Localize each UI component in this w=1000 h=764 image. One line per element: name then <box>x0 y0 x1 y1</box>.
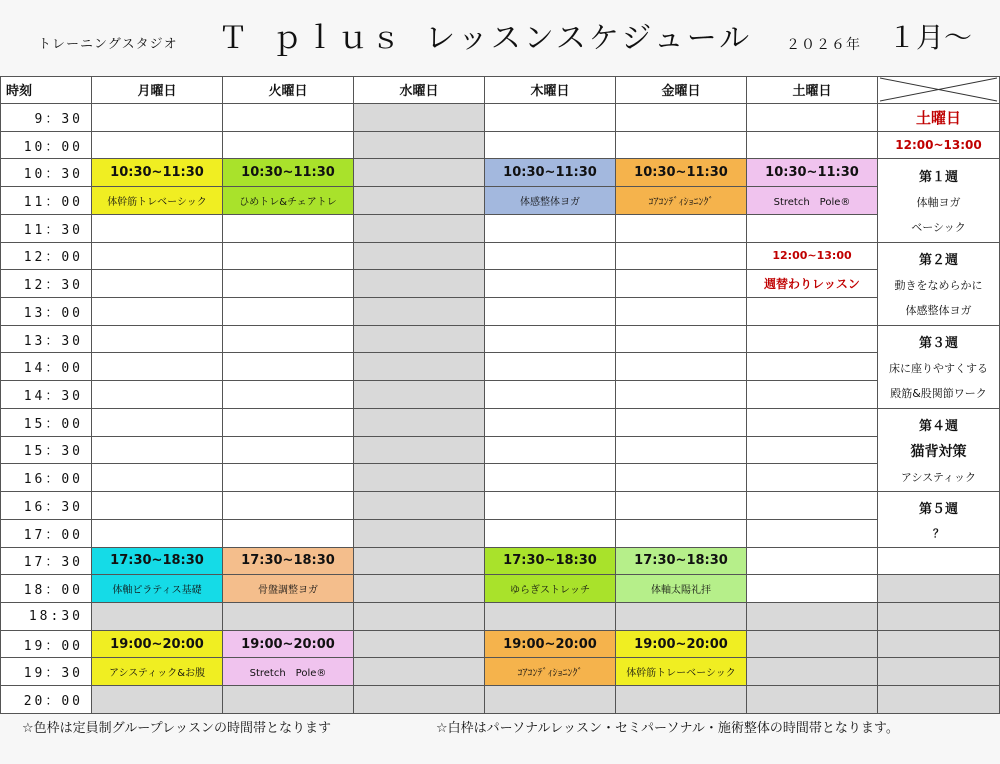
closed-slot <box>354 631 485 659</box>
closed-slot <box>354 298 485 326</box>
time-label: 14：00 <box>0 353 92 381</box>
open-slot <box>485 409 616 437</box>
time-label: 17：30 <box>0 548 92 576</box>
time-label: 10：30 <box>0 159 92 187</box>
footer-note-personal: ☆白枠はパーソナルレッスン・セミパーソナル・施術整体の時間帯となります。 <box>436 721 899 736</box>
open-slot <box>92 132 223 160</box>
side-panel-blank <box>878 575 1000 603</box>
open-slot <box>616 409 747 437</box>
open-slot <box>747 353 878 381</box>
closed-slot <box>354 215 485 243</box>
closed-slot <box>354 409 485 437</box>
open-slot <box>92 104 223 132</box>
special-lesson-name: 週替わりレッスン <box>747 270 878 298</box>
open-slot <box>223 437 354 465</box>
closed-slot <box>92 603 223 631</box>
open-slot <box>747 575 878 603</box>
lesson-time: 10:30~11:30 <box>616 159 747 187</box>
closed-slot <box>354 132 485 160</box>
week-block-4 <box>878 409 1000 492</box>
time-label: 19：30 <box>0 658 92 686</box>
week-block-5 <box>878 492 1000 547</box>
time-label: 16：30 <box>0 492 92 520</box>
open-slot <box>485 215 616 243</box>
crossed-header-cell <box>878 76 1000 104</box>
open-slot <box>747 381 878 409</box>
open-slot <box>616 353 747 381</box>
side-panel-blank <box>878 603 1000 631</box>
open-slot <box>747 409 878 437</box>
lesson-time: 17:30~18:30 <box>485 548 616 576</box>
open-slot <box>223 243 354 271</box>
lesson-time: 17:30~18:30 <box>223 548 354 576</box>
open-slot <box>92 326 223 354</box>
lesson-time: 10:30~11:30 <box>747 159 878 187</box>
open-slot <box>92 464 223 492</box>
closed-slot <box>354 243 485 271</box>
open-slot <box>616 215 747 243</box>
time-label: 18:30 <box>0 603 92 631</box>
open-slot <box>485 326 616 354</box>
closed-slot <box>354 464 485 492</box>
closed-slot <box>616 603 747 631</box>
open-slot <box>485 270 616 298</box>
day-header-2: 水曜日 <box>354 76 485 104</box>
closed-slot <box>223 603 354 631</box>
page-title: Ｔ ｐｌｕｓ レッスンスケジュール <box>218 21 753 56</box>
open-slot <box>485 132 616 160</box>
side-panel-blank <box>878 658 1000 686</box>
closed-slot <box>92 686 223 714</box>
time-label: 15：00 <box>0 409 92 437</box>
week-lesson-line: 猫背対策 <box>910 444 967 461</box>
closed-slot <box>616 686 747 714</box>
lesson-time: 19:00~20:00 <box>223 631 354 659</box>
open-slot <box>616 243 747 271</box>
open-slot <box>223 104 354 132</box>
open-slot <box>223 464 354 492</box>
closed-slot <box>354 658 485 686</box>
closed-slot <box>485 686 616 714</box>
lesson-name: アシスティック&お腹 <box>92 658 223 686</box>
time-column-header: 時刻 <box>0 76 92 104</box>
week-block-1 <box>878 159 1000 242</box>
closed-slot <box>354 575 485 603</box>
closed-slot <box>354 437 485 465</box>
lesson-name: Stretch Pole® <box>747 187 878 215</box>
schedule-month: １月～ <box>888 21 973 54</box>
time-label: 15：30 <box>0 437 92 465</box>
open-slot <box>92 298 223 326</box>
side-panel-blank <box>878 631 1000 659</box>
open-slot <box>616 298 747 326</box>
time-label: 12：30 <box>0 270 92 298</box>
open-slot <box>223 215 354 243</box>
time-label: 19：00 <box>0 631 92 659</box>
closed-slot <box>354 104 485 132</box>
week-label: 第５週 <box>918 501 958 517</box>
open-slot <box>747 326 878 354</box>
open-slot <box>747 298 878 326</box>
week-block-3 <box>878 326 1000 409</box>
open-slot <box>92 492 223 520</box>
lesson-time: 10:30~11:30 <box>92 159 223 187</box>
closed-slot <box>223 686 354 714</box>
open-slot <box>616 132 747 160</box>
open-slot <box>485 381 616 409</box>
side-panel-time: 12:00~13:00 <box>878 132 1000 160</box>
open-slot <box>485 353 616 381</box>
closed-slot <box>354 603 485 631</box>
open-slot <box>223 132 354 160</box>
day-header-5: 土曜日 <box>747 76 878 104</box>
side-panel-title: 土曜日 <box>878 104 1000 132</box>
lesson-time: 19:00~20:00 <box>616 631 747 659</box>
open-slot <box>747 492 878 520</box>
week-lesson-line: 体感整体ヨガ <box>905 304 972 318</box>
open-slot <box>223 270 354 298</box>
open-slot <box>92 353 223 381</box>
open-slot <box>223 409 354 437</box>
open-slot <box>92 270 223 298</box>
time-label: 17：00 <box>0 520 92 548</box>
time-label: 18：00 <box>0 575 92 603</box>
time-label: 13：00 <box>0 298 92 326</box>
closed-slot <box>354 686 485 714</box>
open-slot <box>92 520 223 548</box>
lesson-name: 体幹筋トレベーシック <box>92 187 223 215</box>
lesson-time: 10:30~11:30 <box>223 159 354 187</box>
lesson-name: 体軸ピラティス基礎 <box>92 575 223 603</box>
open-slot <box>485 464 616 492</box>
closed-slot <box>354 381 485 409</box>
day-header-4: 金曜日 <box>616 76 747 104</box>
lesson-name: Stretch Pole® <box>223 658 354 686</box>
lesson-name: 体感整体ヨガ <box>485 187 616 215</box>
side-panel-blank <box>878 686 1000 714</box>
open-slot <box>223 353 354 381</box>
open-slot <box>223 298 354 326</box>
open-slot <box>485 492 616 520</box>
side-panel-blank <box>878 548 1000 576</box>
lesson-name: ひめトレ&チェアトレ <box>223 187 354 215</box>
open-slot <box>747 548 878 576</box>
week-lesson-line: ベーシック <box>911 221 966 235</box>
day-header-0: 月曜日 <box>92 76 223 104</box>
lesson-name: 骨盤調整ヨガ <box>223 575 354 603</box>
week-lesson-line: 床に座りやすくする <box>889 362 988 376</box>
lesson-time: 17:30~18:30 <box>616 548 747 576</box>
time-label: 16：00 <box>0 464 92 492</box>
open-slot <box>616 270 747 298</box>
open-slot <box>616 520 747 548</box>
open-slot <box>747 104 878 132</box>
closed-slot <box>354 159 485 187</box>
open-slot <box>92 409 223 437</box>
week-label: 第１週 <box>918 169 958 185</box>
closed-slot <box>747 603 878 631</box>
day-header-1: 火曜日 <box>223 76 354 104</box>
open-slot <box>223 326 354 354</box>
week-block-2 <box>878 243 1000 326</box>
week-lesson-line: 体軸ヨガ <box>916 196 961 209</box>
open-slot <box>92 215 223 243</box>
open-slot <box>485 437 616 465</box>
open-slot <box>747 520 878 548</box>
open-slot <box>616 381 747 409</box>
open-slot <box>616 104 747 132</box>
lesson-time: 10:30~11:30 <box>485 159 616 187</box>
open-slot <box>747 464 878 492</box>
time-label: 9：30 <box>0 104 92 132</box>
closed-slot <box>747 686 878 714</box>
open-slot <box>92 381 223 409</box>
time-label: 14：30 <box>0 381 92 409</box>
closed-slot <box>354 187 485 215</box>
open-slot <box>616 464 747 492</box>
week-lesson-line: 殿筋&股関節ワーク <box>890 387 987 401</box>
special-lesson-time: 12:00~13:00 <box>747 243 878 271</box>
time-label: 11：00 <box>0 187 92 215</box>
closed-slot <box>354 548 485 576</box>
time-label: 11：30 <box>0 215 92 243</box>
closed-slot <box>747 658 878 686</box>
week-lesson-line: アシスティック <box>900 471 977 485</box>
open-slot <box>747 215 878 243</box>
open-slot <box>485 298 616 326</box>
lesson-name: ゆらぎストレッチ <box>485 575 616 603</box>
closed-slot <box>485 603 616 631</box>
lesson-name: ｺｱｺﾝﾃﾞｨｼｮﾆﾝｸﾞ <box>485 658 616 686</box>
cross-mark-icon <box>878 76 999 103</box>
open-slot <box>223 381 354 409</box>
closed-slot <box>354 353 485 381</box>
lesson-name: 体軸太陽礼拝 <box>616 575 747 603</box>
open-slot <box>616 326 747 354</box>
footer-note-group: ☆色枠は定員制グループレッスンの時間帯となります <box>22 721 331 736</box>
open-slot <box>223 492 354 520</box>
week-label: 第３週 <box>918 336 958 352</box>
closed-slot <box>354 520 485 548</box>
closed-slot <box>354 326 485 354</box>
day-header-3: 木曜日 <box>485 76 616 104</box>
time-label: 10：00 <box>0 132 92 160</box>
week-lesson-line: ？ <box>933 526 944 540</box>
closed-slot <box>354 492 485 520</box>
time-label: 12：00 <box>0 243 92 271</box>
time-label: 13：30 <box>0 326 92 354</box>
open-slot <box>485 104 616 132</box>
open-slot <box>223 520 354 548</box>
lesson-time: 19:00~20:00 <box>485 631 616 659</box>
open-slot <box>92 243 223 271</box>
open-slot <box>485 520 616 548</box>
open-slot <box>616 437 747 465</box>
open-slot <box>616 492 747 520</box>
open-slot <box>485 243 616 271</box>
week-label: 第４週 <box>918 418 958 434</box>
lesson-name: ｺｱｺﾝﾃﾞｨｼｮﾆﾝｸﾞ <box>616 187 747 215</box>
open-slot <box>747 132 878 160</box>
time-label: 20：00 <box>0 686 92 714</box>
lesson-name: 体幹筋トレーベーシック <box>616 658 747 686</box>
open-slot <box>747 437 878 465</box>
schedule-year: ２０２６年 <box>786 37 861 53</box>
studio-name: トレーニングスタジオ <box>38 37 178 52</box>
closed-slot <box>354 270 485 298</box>
closed-slot <box>747 631 878 659</box>
week-label: 第２週 <box>918 253 958 269</box>
lesson-time: 17:30~18:30 <box>92 548 223 576</box>
week-lesson-line: 動きをなめらかに <box>894 279 983 293</box>
open-slot <box>92 437 223 465</box>
lesson-time: 19:00~20:00 <box>92 631 223 659</box>
